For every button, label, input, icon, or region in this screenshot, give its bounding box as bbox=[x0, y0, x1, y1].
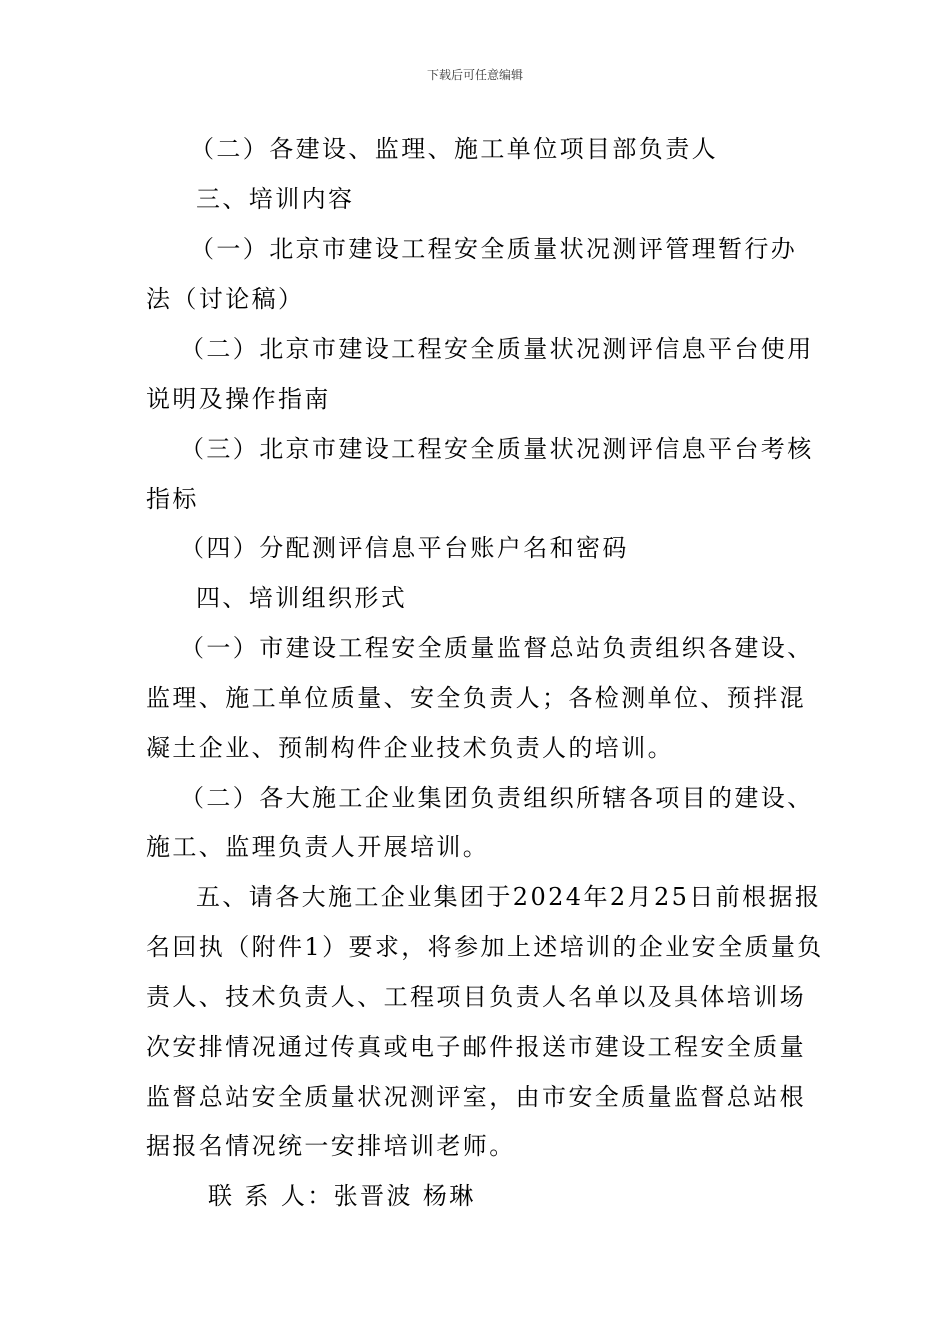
text-line-16: 五、请各大施工企业集团于2024年2月25日前根据报 bbox=[196, 883, 822, 911]
text-line-3: （一）北京市建设工程安全质量状况测评管理暂行办 bbox=[190, 235, 798, 263]
contact-line: 联 系 人：张晋波 杨琳 bbox=[208, 1182, 476, 1210]
page-header: 下载后可任意编辑 bbox=[426, 68, 523, 82]
text-line-4: 法（讨论稿） bbox=[146, 285, 305, 313]
text-line-12: 监理、施工单位质量、安全负责人；各检测单位、预拌混 bbox=[146, 684, 806, 712]
text-line-8: 指标 bbox=[146, 485, 199, 513]
text-line-1: （二）各建设、监理、施工单位项目部负责人 bbox=[190, 135, 718, 163]
text-line-9: （四）分配测评信息平台账户名和密码 bbox=[180, 534, 629, 562]
text-line-14: （二）各大施工企业集团负责组织所辖各项目的建设、 bbox=[180, 784, 814, 812]
text-line-21: 据报名情况统一安排培训老师。 bbox=[146, 1132, 516, 1160]
text-line-17: 名回执（附件1）要求，将参加上述培训的企业安全质量负 bbox=[146, 933, 824, 961]
text-line-19: 次安排情况通过传真或电子邮件报送市建设工程安全质量 bbox=[146, 1033, 806, 1061]
text-line-13: 凝土企业、预制构件企业技术负责人的培训。 bbox=[146, 734, 674, 762]
text-line-7: （三）北京市建设工程安全质量状况测评信息平台考核 bbox=[180, 435, 814, 463]
text-line-20: 监督总站安全质量状况测评室，由市安全质量监督总站根 bbox=[146, 1083, 806, 1111]
text-line-6: 说明及操作指南 bbox=[146, 385, 331, 413]
text-line-15: 施工、监理负责人开展培训。 bbox=[146, 833, 490, 861]
text-line-11: （一）市建设工程安全质量监督总站负责组织各建设、 bbox=[180, 634, 814, 662]
text-line-10: 四、培训组织形式 bbox=[196, 584, 408, 612]
text-line-18: 责人、技术负责人、工程项目负责人名单以及具体培训场 bbox=[146, 983, 806, 1011]
text-line-2: 三、培训内容 bbox=[196, 185, 355, 213]
text-line-5: （二）北京市建设工程安全质量状况测评信息平台使用 bbox=[180, 335, 814, 363]
